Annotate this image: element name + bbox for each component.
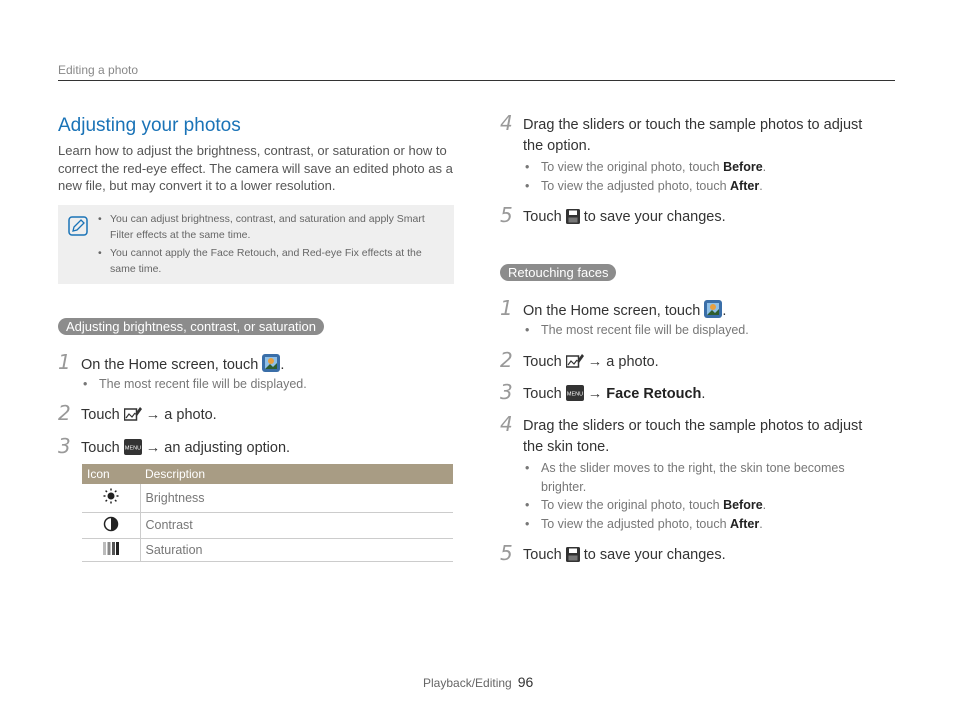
- note-box: [58, 205, 454, 284]
- face-retouch-label: Face Retouch: [606, 386, 702, 402]
- step-text: Touch: [523, 209, 562, 225]
- step-number: 5: [500, 541, 513, 565]
- menu-icon: [124, 439, 142, 455]
- step-text-end: a photo.: [606, 354, 659, 370]
- step-note: • To view the original photo, touch Before.: [523, 496, 868, 515]
- brightness-icon: [103, 488, 119, 504]
- step-number: 2: [58, 401, 71, 425]
- table-row: [82, 512, 453, 538]
- step-number: 3: [500, 380, 513, 404]
- note-item: • You can adjust brightness, contrast, and saturation and apply Smart Filter effects at the same time.: [98, 211, 438, 243]
- step-note: • The most recent file will be displayed.: [81, 375, 426, 394]
- table-cell-description: Brightness: [140, 484, 453, 512]
- section-pill-adjusting: Adjusting brightness, contrast, or saturation: [58, 318, 324, 335]
- step-number: 1: [500, 296, 513, 320]
- step-text-end: to save your changes.: [583, 209, 726, 225]
- step-text: Touch: [81, 440, 120, 456]
- step-text: Drag the sliders or touch the sample photos to adjust the option.: [523, 117, 863, 154]
- step-number: 2: [500, 348, 513, 372]
- table-header-icon: Icon: [82, 464, 140, 484]
- note-pencil-icon: [68, 216, 88, 236]
- saturation-icon: [103, 542, 119, 555]
- step-number: 4: [500, 412, 513, 436]
- step-note: • To view the adjusted photo, touch After.: [523, 177, 868, 196]
- step-number: 5: [500, 203, 513, 227]
- table-header-description: Description: [140, 464, 453, 484]
- header-divider: [58, 80, 895, 81]
- arrow: →: [587, 386, 603, 402]
- step-text-end: .: [280, 357, 285, 373]
- section-label: Editing a photo: [58, 63, 139, 77]
- arrow: →: [145, 440, 161, 456]
- page-title: Adjusting your photos: [58, 115, 241, 136]
- table-cell-description: Saturation: [140, 538, 453, 561]
- intro-paragraph: Learn how to adjust the brightness, contrast, or saturation or how to correct the red-eye effect. The camera will save an edited photo as a new file, but may convert it to a lower resolution.: [58, 143, 453, 193]
- photo-edit-icon: [124, 406, 142, 422]
- step-note: • To view the adjusted photo, touch After.: [523, 515, 868, 534]
- step-text-end: .: [722, 303, 727, 319]
- step-text: Touch: [523, 354, 562, 370]
- arrow: →: [145, 407, 161, 423]
- section-pill-retouching: Retouching faces: [500, 264, 616, 281]
- step-number: 1: [58, 350, 71, 374]
- contrast-icon: [103, 516, 119, 532]
- step-text: On the Home screen, touch: [81, 357, 259, 373]
- step-text: Touch: [523, 386, 562, 402]
- gallery-app-icon: [704, 300, 722, 318]
- step-number: 4: [500, 111, 513, 135]
- step-note: • The most recent file will be displayed.: [523, 321, 868, 340]
- step-text-end: a photo.: [164, 407, 217, 423]
- arrow: →: [587, 354, 603, 370]
- table-row: [82, 484, 453, 512]
- step-number: 3: [58, 434, 71, 458]
- step-text: Drag the sliders or touch the sample photos to adjust the skin tone.: [523, 418, 863, 455]
- gallery-app-icon: [262, 354, 280, 372]
- step-note: • As the slider moves to the right, the skin tone becomes brighter.: [523, 459, 868, 496]
- step-text-end: to save your changes.: [583, 547, 726, 563]
- menu-icon-text: MENU: [124, 445, 141, 452]
- table-cell-description: Contrast: [140, 512, 453, 538]
- step-text: On the Home screen, touch: [523, 303, 701, 319]
- step-text: Touch: [81, 407, 120, 423]
- step-text-end: an adjusting option.: [164, 440, 291, 456]
- adjusting-options-table: [82, 464, 453, 562]
- photo-edit-icon: [566, 353, 584, 369]
- step-note: • To view the original photo, touch Before.: [523, 158, 868, 177]
- menu-icon: [566, 385, 584, 401]
- footer-label: Playback/Editing: [423, 676, 512, 690]
- note-item: • You cannot apply the Face Retouch, and Red-eye Fix effects at the same time.: [98, 245, 438, 277]
- save-icon: [566, 209, 580, 224]
- page-footer: [423, 674, 533, 690]
- menu-icon-text: MENU: [566, 391, 583, 398]
- step-text-end: .: [701, 386, 706, 402]
- step-text: Touch: [523, 547, 562, 563]
- save-icon: [566, 547, 580, 562]
- table-row: [82, 538, 453, 561]
- page-number: 96: [517, 674, 534, 690]
